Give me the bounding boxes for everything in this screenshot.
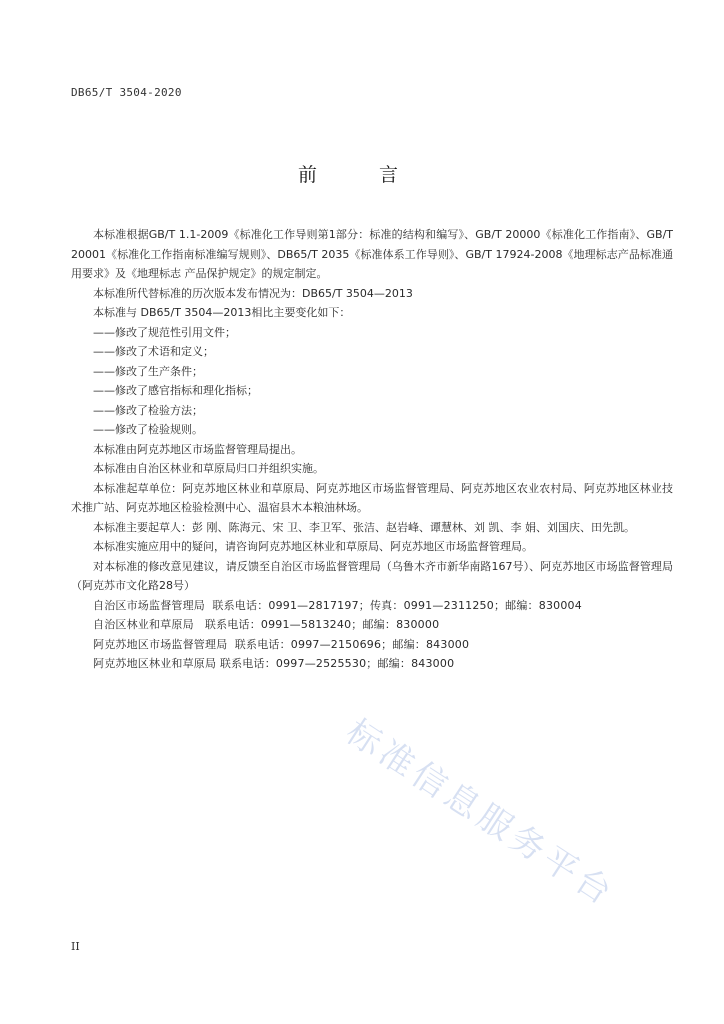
paragraph-basis: 本标准根据GB/T 1.1-2009《标准化工作导则第1部分：标准的结构和编写》、GB/T 20000《标准化工作指南》、GB/T 20001《标准化工作指南标准编写规则》、DB65/T 2035《标准体系工作导则》、GB/T 17924-2008《地理标志产品标准通用要求》及《地理标志 产品保护规定》的规定制定。 xyxy=(71,228,673,280)
foreword-body xyxy=(71,225,673,674)
paragraph-drafters: 本标准主要起草人：彭 刚、陈海元、宋 卫、李卫军、张洁、赵岩峰、谭慧林、刘 凯、李 娟、刘国庆、田先凯。 xyxy=(93,520,635,534)
paragraph-drafting-units: 本标准起草单位：阿克苏地区林业和草原局、阿克苏地区市场监督管理局、阿克苏地区农业农村局、阿克苏地区林业技术推广站、阿克苏地区检验检测中心、温宿县木本粮油林场。 xyxy=(71,481,673,514)
paragraph-history: 本标准所代替标准的历次版本发布情况为：DB65/T 3504—2013 xyxy=(93,286,413,300)
change-item: ——修改了检验方法； xyxy=(93,403,203,417)
paragraph-feedback: 对本标准的修改意见建议，请反馈至自治区市场监督管理局（乌鲁木齐市新华南路167号）、阿克苏地区市场监督管理局（阿克苏市文化路28号） xyxy=(71,559,673,592)
change-item: ——修改了感官指标和理化指标； xyxy=(93,384,258,397)
change-item: ——修改了生产条件； xyxy=(93,364,203,378)
contact-line: 自治区市场监督管理局 联系电话：0991—2817197；传真：0991—2311250；邮编：830004 xyxy=(93,598,582,612)
change-item: ——修改了检验规则。 xyxy=(93,423,203,436)
page-number: II xyxy=(71,940,80,953)
paragraph-changes-intro: 本标准与 DB65/T 3504—2013相比主要变化如下： xyxy=(93,306,351,319)
change-item: ——修改了规范性引用文件； xyxy=(93,325,236,339)
document-code: DB65/T 3504-2020 xyxy=(71,86,182,99)
contact-line: 自治区林业和草原局 联系电话：0991—5813240；邮编：830000 xyxy=(93,618,440,631)
paragraph-administrator: 本标准由自治区林业和草原局归口并组织实施。 xyxy=(93,462,324,475)
paragraph-proposer: 本标准由阿克苏地区市场监督管理局提出。 xyxy=(93,442,302,456)
contact-line: 阿克苏地区市场监督管理局 联系电话：0997—2150696；邮编：843000 xyxy=(93,637,470,651)
change-item: ——修改了术语和定义； xyxy=(93,345,214,358)
contact-line: 阿克苏地区林业和草原局 联系电话：0997—2525530；邮编：843000 xyxy=(93,657,455,670)
page-title: 前 言 xyxy=(297,164,427,186)
watermark: 标准信息服务平台 xyxy=(338,711,623,916)
paragraph-inquiries: 本标准实施应用中的疑问，请咨询阿克苏地区林业和草原局、阿克苏地区市场监督管理局。 xyxy=(93,540,533,553)
